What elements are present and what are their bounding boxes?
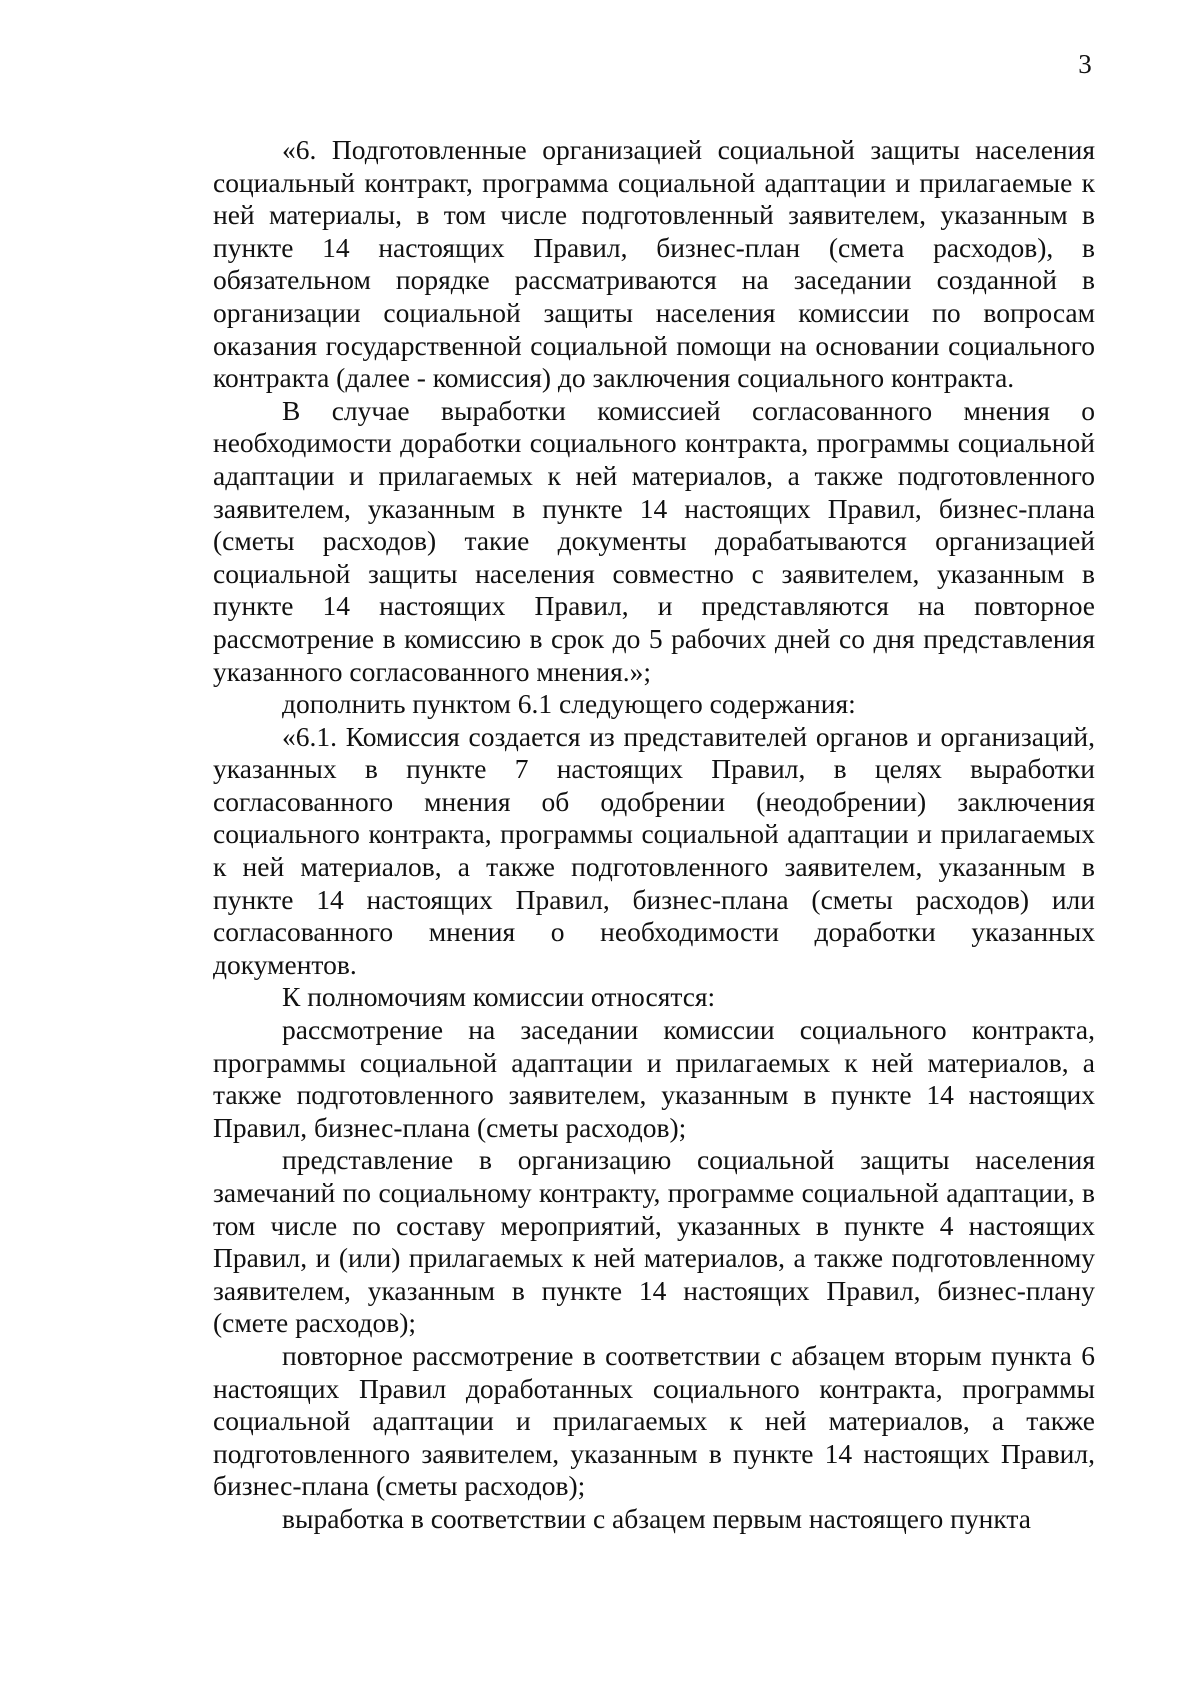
paragraph-powers-intro: К полномочиям комиссии относятся:	[282, 981, 716, 1013]
paragraph-power-re-review: повторное рассмотрение в соответствии с абзацем вторым пункта 6 настоящих Правил доработанных социального контракта, программы социальной адаптации и прилагаемых к ней материалов, а также подготовленного заявителем, указанным в пункте 14 настоящих Правил, бизнес-плана (сметы расходов);	[213, 1339, 1095, 1502]
paragraph-6: «6. Подготовленные организацией социальной защиты населения социальный контракт, программа социальной адаптации и прилагаемые к ней материалы, в том числе подготовленный заявителем, указанным в пункте 14 настоящих Правил, бизнес-план (смета расходов), в обязательном порядке рассматриваются на заседании созданной в организации социальной защиты населения комиссии по вопросам оказания государственной социальной помощи на основании социального контракта (далее - комиссия) до заключения социального контракта.	[213, 134, 1095, 394]
document-body	[213, 134, 1095, 1536]
paragraph-power-opinion: выработка в соответствии с абзацем первым настоящего пункта	[282, 1502, 1031, 1534]
paragraph-amend-instruction: дополнить пунктом 6.1 следующего содержания:	[282, 688, 856, 720]
paragraph-power-remarks: представление в организацию социальной защиты населения замечаний по социальному контракту, программе социальной адаптации, в том числе по составу мероприятий, указанных в пункте 4 настоящих Правил, и (или) прилагаемых к ней материалов, а также подготовленному заявителем, указанным в пункте 14 настоящих Правил, бизнес-плану (смете расходов);	[213, 1144, 1095, 1339]
paragraph-6-second: В случае выработки комиссией согласованного мнения о необходимости доработки социального контракта, программы социальной адаптации и прилагаемых к ней материалов, а также подготовленного заявителем, указанным в пункте 14 настоящих Правил, бизнес-плана (сметы расходов) такие документы дорабатываются организацией социальной защиты населения совместно с заявителем, указанным в пункте 14 настоящих Правил, и представляются на повторное рассмотрение в комиссию в срок до 5 рабочих дней со дня представления указанного согласованного мнения.»;	[213, 394, 1095, 687]
page-number: 3	[1078, 49, 1092, 79]
paragraph-6-1: «6.1. Комиссия создается из представителей органов и организаций, указанных в пункте 7 настоящих Правил, в целях выработки согласованного мнения об одобрении (неодобрении) заключения социального контракта, программы социальной адаптации и прилагаемых к ней материалов, а также подготовленного заявителем, указанным в пункте 14 настоящих Правил, бизнес-плана (сметы расходов) или согласованного мнения о необходимости доработки указанных документов.	[213, 720, 1095, 980]
paragraph-power-review: рассмотрение на заседании комиссии социального контракта, программы социальной адаптации и прилагаемых к ней материалов, а также подготовленного заявителем, указанным в пункте 14 настоящих Правил, бизнес-плана (сметы расходов);	[213, 1014, 1095, 1143]
